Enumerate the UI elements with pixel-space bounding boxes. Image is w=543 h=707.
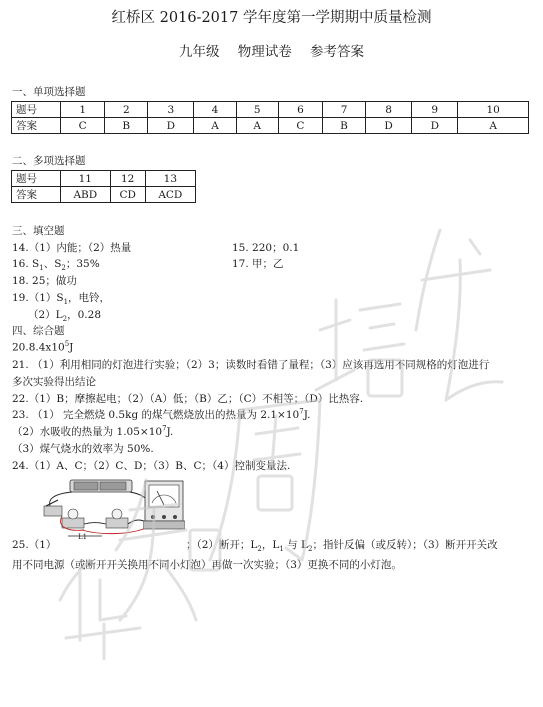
q23-2-end: J. xyxy=(166,426,174,438)
answer-cell: D xyxy=(365,118,411,134)
answer-q20 xyxy=(12,340,73,354)
answer-cell: D xyxy=(412,118,458,134)
q25-sub-2: 1 xyxy=(279,545,284,554)
q19-2-sub: 2 xyxy=(62,315,68,324)
q23-1-text: 23. （1） 完全燃烧 0.5kg 的煤气燃烧放出的热量为 2.1×10 xyxy=(12,409,300,421)
q25-text-b: ，L xyxy=(261,539,280,551)
answer-q14: 14.（1）内能；（2）热量 xyxy=(12,242,132,254)
q19-text-b: ，电铃， xyxy=(68,292,111,304)
answer-cell: B xyxy=(323,118,366,134)
row-label-answer: 答案 xyxy=(12,187,61,203)
answer-q23-3: （3）煤气烧水的效率为 50%. xyxy=(12,443,154,455)
page-subtitle: 九年级 物理试卷 参考答案 xyxy=(178,44,365,60)
question-number: 6 xyxy=(278,102,322,118)
table-row-answers xyxy=(12,187,196,203)
q23-1-end: J. xyxy=(303,409,311,421)
q19-sub-1: 1 xyxy=(63,298,69,307)
answer-cell: C xyxy=(61,118,105,134)
q20-text-a: 20.8.4x10 xyxy=(12,341,65,354)
q23-2-text: （2）水吸收的热量为 1.05×10 xyxy=(12,426,163,438)
q19-text-a: 19.（1）S xyxy=(12,292,64,304)
answer-cell: ABD xyxy=(61,187,111,203)
answer-cell: C xyxy=(278,118,322,134)
question-number: 13 xyxy=(145,171,195,187)
answer-q21-line2: 多次实验得出结论 xyxy=(12,376,96,388)
q25-text-c: 与 L xyxy=(283,539,308,551)
row-label-answer: 答案 xyxy=(12,118,61,134)
answer-cell: ACD xyxy=(145,187,195,203)
circuit-label-l1: L1 xyxy=(78,533,88,541)
answer-q19-1 xyxy=(12,290,110,306)
answer-q16 xyxy=(12,256,100,272)
answer-q23-1 xyxy=(12,407,310,422)
page-title: 红桥区 2016-2017 学年度第一学期期中质量检测 xyxy=(111,10,432,26)
answer-cell: A xyxy=(458,118,529,134)
question-number: 9 xyxy=(412,102,458,118)
q25-text-d: ；指针反偏（或反转）；（3）断开开关改 xyxy=(312,539,498,551)
watermark-calligraphy xyxy=(50,220,530,660)
q16-text-c: ；35% xyxy=(65,258,100,270)
question-number: 3 xyxy=(148,102,194,118)
question-number: 1 xyxy=(61,102,105,118)
table-row-numbers xyxy=(12,102,529,118)
answer-cell: B xyxy=(105,118,148,134)
table-row-answers xyxy=(12,118,529,134)
question-number: 10 xyxy=(458,102,529,118)
answer-q21-line1: 21. （1）利用相同的灯泡进行实验；（2）3；读数时看错了量程；（3）应该再选用不同规格的灯泡进行 xyxy=(12,359,490,371)
q19-2-text-b: ，0.28 xyxy=(67,309,102,321)
q25-text-a: ；（2）断开；L xyxy=(186,539,258,551)
q25-sub-3: 2 xyxy=(307,545,313,554)
row-label-number: 题号 xyxy=(12,171,61,187)
section-heading-fill-blank: 三、填空题 xyxy=(12,225,65,237)
answer-q25-line1 xyxy=(186,537,498,553)
answer-q24: 24.（1）A、C；（2）C、D；（3）B、C；（4）控制变量法. xyxy=(12,460,291,472)
answer-q15: 15. 220；0.1 xyxy=(232,242,300,254)
multi-choice-table xyxy=(11,170,196,203)
question-number: 5 xyxy=(236,102,278,118)
question-number: 12 xyxy=(110,171,145,187)
section-heading-single-choice: 一、单项选择题 xyxy=(12,86,86,98)
question-number: 7 xyxy=(323,102,366,118)
answer-q23-2 xyxy=(12,424,173,439)
section-heading-multi-choice: 二、多项选择题 xyxy=(12,155,86,167)
question-number: 2 xyxy=(105,102,148,118)
q20-sup: 5 xyxy=(64,340,70,348)
question-number: 4 xyxy=(194,102,236,118)
single-choice-table xyxy=(11,101,529,134)
q25-sub-1: 2 xyxy=(257,545,262,554)
q20-text-b: J xyxy=(69,341,74,354)
q16-text-b: 、S xyxy=(43,258,62,270)
row-label-number: 题号 xyxy=(12,102,61,118)
answer-q22: 22.（1）B；摩擦起电；（2）（A）低；（B）乙；（C）不相等；（D）比热容. xyxy=(12,393,364,405)
question-number: 11 xyxy=(61,171,111,187)
table-row-numbers xyxy=(12,171,196,187)
answer-cell: D xyxy=(148,118,194,134)
answer-cell: A xyxy=(236,118,278,134)
ammeter-icon xyxy=(143,479,185,531)
answer-q25-prefix: 25.（1） xyxy=(12,539,57,551)
answer-cell: CD xyxy=(110,187,145,203)
q16-sub-2: 2 xyxy=(61,264,66,273)
answer-q25-line2: 用不同电源（或断开开关换用不同小灯泡）再做一次实验；（3）更换不同的小灯泡。 xyxy=(12,559,402,571)
q16-sub-1: 1 xyxy=(39,264,44,273)
answer-q18: 18. 25；做功 xyxy=(12,275,77,287)
answer-q17: 17. 甲；乙 xyxy=(232,258,284,270)
question-number: 8 xyxy=(365,102,411,118)
q19-2-text-a: （2）L xyxy=(28,309,63,321)
answer-cell: A xyxy=(194,118,236,134)
q23-2-sup: 7 xyxy=(162,424,167,433)
section-heading-comprehensive: 四、综合题 xyxy=(12,325,65,337)
q23-1-sup: 7 xyxy=(299,407,304,416)
answer-q19-2 xyxy=(28,307,101,323)
q16-text-a: 16. S xyxy=(12,258,40,270)
